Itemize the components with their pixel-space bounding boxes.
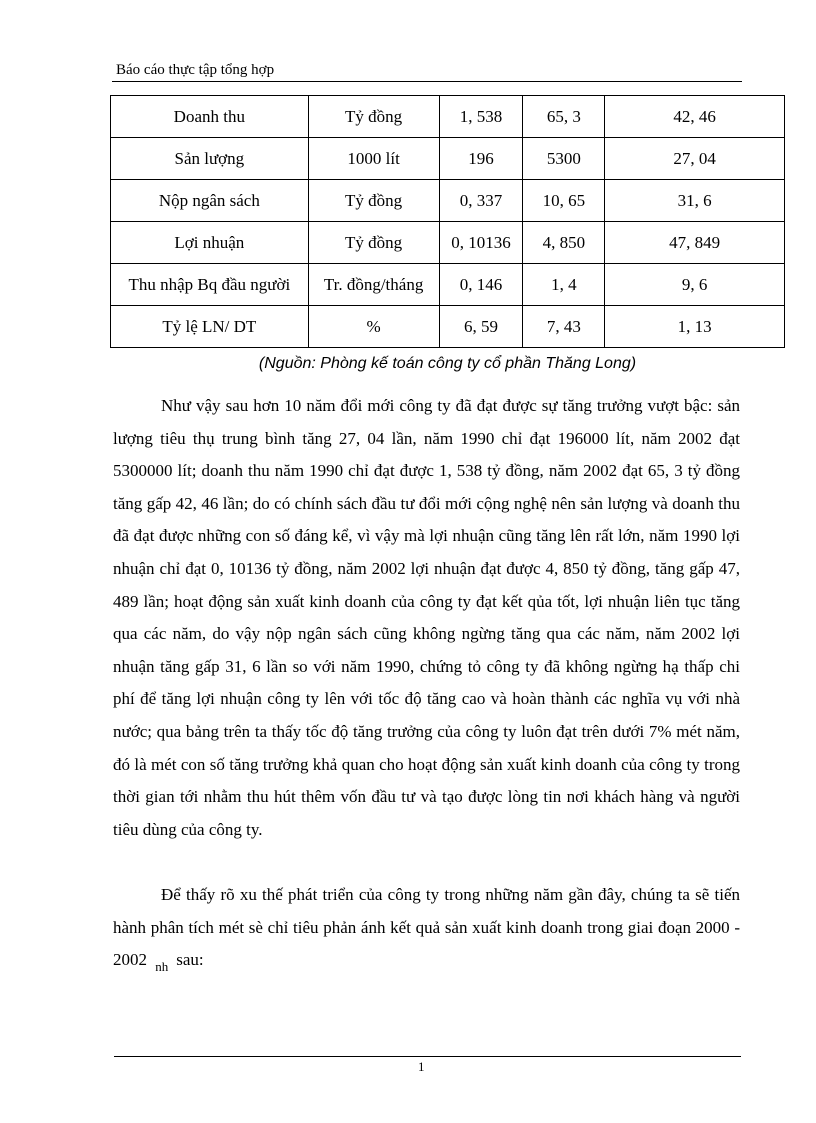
body-paragraph: Như vậy sau hơn 10 năm đổi mới công ty đã đạt được sự tăng trưởng vượt bậc: sản lượng tiêu thụ trung bình tăng 27, 04 lần, năm 1990 chỉ đạt 196000 lít, năm 2002 đạt 5300000 lít; doanh thu năm 1990 chỉ đạt được 1, 538 tỷ đồng, năm 2002 đạt 65, 3 tỷ đồng tăng gấp 42, 46 lần; do có chính sách đầu tư đổi mới cộng nghệ nên sản lượng và doanh thu đã đạt được những con số đáng kể, vì vậy mà lợi nhuận cũng tăng lên rất lớn, năm 1990 lợi nhuận chỉ đạt 0, 10136 tỷ đồng, năm 2002 lợi nhuận đạt được 4, 850 tỷ đồng, tăng gấp 47, 489 lần; hoạt động sản xuất kinh doanh của công ty đạt kết qủa tốt, lợi nhuận liên tục tăng qua các năm, do vậy nộp ngân sách cũng không ngừng tăng qua các năm, năm 2002 lợi nhuận tăng gấp 31, 6 lần so với năm 1990, chứng tỏ công ty đã không ngừng hạ thấp chi phí để tăng lợi nhuận công ty lên với tốc độ tăng cao và hoàn thành các nghĩa vụ với nhà nước; qua bảng trên ta thấy tốc độ tăng trưởng của công ty luôn đạt trên dưới 7% mét năm, đó là mét con số tăng trưởng khả quan cho hoạt động sản xuất kinh doanh của công ty trong thời gian tới nhằm thu hút thêm vốn đầu tư và tạo được lòng tin nơi khách hàng và người tiêu dùng của công ty. [113, 396, 740, 839]
table-row [111, 96, 785, 138]
table-row [111, 264, 785, 306]
table-cell: 10, 65 [523, 180, 605, 222]
table-cell: 5300 [523, 138, 605, 180]
table-cell: 42, 46 [605, 96, 785, 138]
table-cell: 0, 146 [439, 264, 523, 306]
page-header-title: Báo cáo thực tập tổng hợp [116, 62, 275, 78]
table-cell: 6, 59 [439, 306, 523, 348]
table-cell: Tỷ đồng [308, 180, 439, 222]
table-cell: 1, 538 [439, 96, 523, 138]
table-row [111, 306, 785, 348]
paragraph-text-end: sau: [176, 950, 204, 970]
table-row [111, 138, 785, 180]
table-cell: 1, 13 [605, 306, 785, 348]
table-row [111, 180, 785, 222]
table-cell: Lợi nhuận [111, 222, 309, 264]
indicator-table [110, 95, 785, 348]
table-cell: 0, 10136 [439, 222, 523, 264]
table-row [111, 222, 785, 264]
table-cell: Sản lượng [111, 138, 309, 180]
table-cell: 4, 850 [523, 222, 605, 264]
table-cell: Tỷ lệ LN/ DT [111, 306, 309, 348]
table-cell: Nộp ngân sách [111, 180, 309, 222]
table-source-note: (Nguồn: Phòng kế toán công ty cổ phần Thăng Long) [258, 355, 637, 372]
footer-divider [114, 1056, 741, 1057]
table-cell: 31, 6 [605, 180, 785, 222]
table-cell: 65, 3 [523, 96, 605, 138]
table-cell: 27, 04 [605, 138, 785, 180]
page-number: 1 [418, 1059, 425, 1074]
subscript-fragment: nh [155, 959, 169, 975]
table-cell: 47, 849 [605, 222, 785, 264]
table-cell: 1, 4 [523, 264, 605, 306]
body-paragraph [113, 879, 740, 984]
table-cell: % [308, 306, 439, 348]
table-cell: 1000 lít [308, 138, 439, 180]
table-cell: 7, 43 [523, 306, 605, 348]
table-cell: 196 [439, 138, 523, 180]
paragraph-text: Để thấy rõ xu thế phát triển của công ty trong những năm gần đây, chúng ta sẽ tiến hành phân tích mét sè chỉ tiêu phản ánh kết quả sản xuất kinh doanh trong giai đoạn 2000 - 2002 [113, 885, 740, 970]
table-cell: Tỷ đồng [308, 96, 439, 138]
header-divider [112, 81, 742, 82]
table-cell: 0, 337 [439, 180, 523, 222]
table-cell: Doanh thu [111, 96, 309, 138]
table-cell: Tr. đồng/tháng [308, 264, 439, 306]
table-cell: Thu nhập Bq đầu người [111, 264, 309, 306]
table-cell: Tỷ đồng [308, 222, 439, 264]
table-cell: 9, 6 [605, 264, 785, 306]
